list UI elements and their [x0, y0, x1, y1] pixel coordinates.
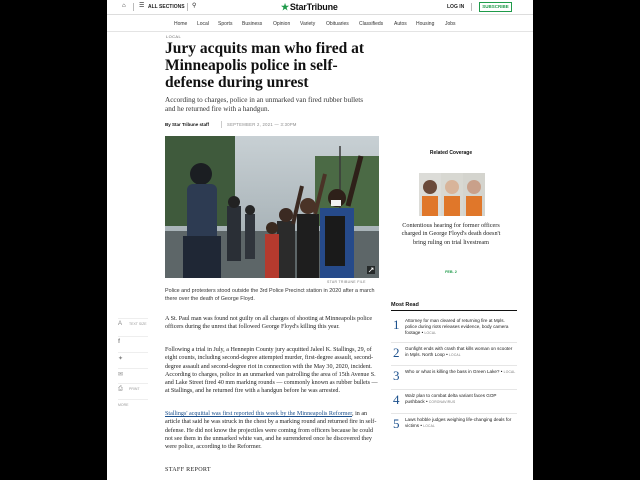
text-size-icon: A — [118, 321, 123, 327]
most-read-item[interactable]: 1 Attorney for man cleared of returning fire at Mpls. police during riots releases evidence, body camera footage • LOCAL — [393, 317, 509, 335]
more-button[interactable]: MORE — [118, 403, 129, 407]
nav-classifieds[interactable]: Classifieds — [359, 21, 384, 27]
nav-sports[interactable]: Sports — [218, 21, 233, 27]
photo-caption: Police and protesters stood outside the 3rd Police Precinct station in 2020 after a march there over the death of George Floyd. — [165, 288, 375, 302]
startribune-logo[interactable]: ★StarTribune — [281, 2, 338, 12]
share-divider — [118, 318, 148, 319]
related-headline[interactable]: Contentious hearing for former officers charged in George Floyd's death doesn't bring ruling on trial livestream — [401, 222, 501, 246]
paragraph-2: Following a trial in July, a Hennepin County jury acquitted Jaleel K. Stallings, 29, of eight counts, including second-degree attempted murder, first-degree assault, second-degree assault and second-degree riot in connection with the May 30, 2020, incident. According to charges, police in an unmarked van patrolling the area of 15th Avenue S. and Lake Street fired 40 mm marking rounds — commonly known as rubber bullets — at Stallings, and he returned fire with a handgun before he was arrested. — [165, 347, 378, 395]
twitter-share-button[interactable] — [118, 355, 148, 369]
article-page — [107, 0, 533, 480]
email-icon: ✉ — [118, 372, 124, 378]
related-image[interactable] — [419, 173, 485, 216]
all-sections-button[interactable]: ALL SECTIONS — [148, 4, 185, 10]
share-divider — [118, 383, 148, 384]
paragraph-3: Stallings' acquittal was first reported this week by the Minneapolis Reformer, in an article that said he was struck in the chest by a marking round and returned fire in self-defense. He did not know the projectiles were coming from officers because he could not see them in the unmarked white van, and he surrendered once he discovered they were police, according to the Reformer. — [165, 411, 377, 451]
most-read-divider — [391, 342, 517, 343]
protest-photo-illustration — [165, 136, 379, 278]
dateline: SEPTEMBER 2, 2021 — 3:30PM — [227, 122, 297, 127]
search-icon[interactable]: ⚲ — [192, 3, 197, 9]
nav-housing[interactable]: Housing — [416, 21, 435, 27]
home-icon[interactable]: ⌂ — [122, 3, 126, 9]
staff-signoff: STAFF REPORT — [165, 467, 211, 473]
star-logo-icon: ★ — [281, 2, 289, 12]
photo-credit: STAR TRIBUNE FILE — [327, 280, 366, 284]
most-read-divider — [391, 389, 517, 390]
most-read-item[interactable]: 5 Laws hobble judges weighing life-changing deals for victims • LOCAL — [393, 416, 512, 431]
most-read-rule — [391, 310, 517, 311]
twitter-icon: ✦ — [118, 356, 124, 362]
login-link[interactable]: LOG IN — [447, 4, 465, 10]
nav-business[interactable]: Business — [242, 21, 263, 27]
officers-mugshots-illustration — [419, 173, 485, 216]
facebook-icon: f — [118, 339, 120, 345]
article-dek: According to charges, police in an unmarked van fired rubber bullets and he returned fire with a handgun. — [165, 96, 364, 113]
related-section: FEB. 2 — [445, 270, 457, 274]
nav-home[interactable]: Home — [174, 21, 188, 27]
top-bar — [107, 0, 533, 15]
facebook-share-button[interactable] — [118, 339, 148, 353]
most-read-title: Most Read — [391, 302, 419, 308]
section-nav — [107, 16, 533, 32]
most-read-item[interactable]: 3 Who or what is killing the bass in Green Lake? • LOCAL — [393, 368, 516, 383]
byline: By Star Tribune staff — [165, 122, 210, 127]
print-icon: ⎙ — [118, 386, 123, 392]
nav-variety[interactable]: Variety — [300, 21, 316, 27]
related-title: Related Coverage — [429, 150, 473, 156]
reformer-link[interactable]: Stallings' acquittal was first reported this week by the Minneapolis Reformer — [165, 411, 353, 417]
paragraph-1: A St. Paul man was found not guilty on all charges of shooting at Minneapolis police officers during the unrest that followed George Floyd's killing this year. — [165, 316, 373, 331]
share-divider — [118, 368, 148, 369]
section-kicker[interactable]: LOCAL — [166, 34, 182, 39]
print-button[interactable]: ⎙ PRINT — [118, 386, 140, 392]
article-headline: Jury acquits man who fired at Minneapolis police in self-defense during unrest — [165, 40, 365, 91]
most-read-divider — [391, 413, 517, 414]
most-read-divider — [391, 365, 517, 366]
most-read-item[interactable]: 4 Walz plan to combat delta variant faces GOP pushback • CORONAVIRUS — [393, 392, 497, 407]
subscribe-button[interactable]: SUBSCRIBE — [479, 2, 512, 12]
nav-autos[interactable]: Autos — [394, 21, 407, 27]
most-read-item[interactable]: 2 Gunfight ends with crash that kills woman on scooter in Mpls. North Loop • LOCAL — [393, 345, 513, 360]
text-size-button[interactable]: A TEXT SIZE — [118, 321, 147, 327]
byline-divider — [221, 121, 222, 128]
share-divider — [118, 336, 148, 337]
share-divider — [118, 352, 148, 353]
share-divider — [118, 399, 148, 400]
nav-jobs[interactable]: Jobs — [445, 21, 456, 27]
article-photo[interactable] — [165, 136, 379, 278]
nav-obituaries[interactable]: Obituaries — [326, 21, 349, 27]
nav-opinion[interactable]: Opinion — [273, 21, 291, 27]
nav-local[interactable]: Local — [197, 21, 209, 27]
menu-icon[interactable]: ☰ — [139, 3, 145, 9]
